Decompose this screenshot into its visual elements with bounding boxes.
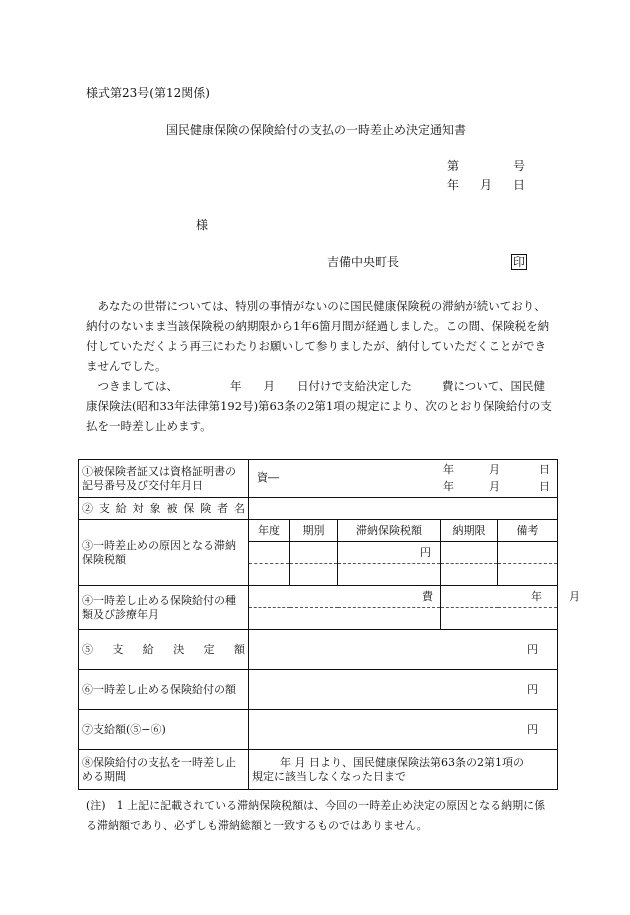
- footnote: [86, 796, 546, 836]
- shi-prefix: 資―: [257, 471, 279, 484]
- sender-name: 吉備中央町長: [327, 255, 400, 269]
- benefit-type-cell[interactable]: [249, 586, 441, 608]
- row-decided-amount: [79, 630, 558, 670]
- yen-unit: 円: [527, 682, 538, 696]
- suspension-period-cell[interactable]: [249, 750, 558, 790]
- suspension-period-line-2: 規定に該当しなくなった日まで: [252, 769, 406, 783]
- treatment-month-cell-2[interactable]: [441, 608, 558, 630]
- document-title: 国民健康保険の保険給付の支払の一時差止め決定通知書: [166, 123, 467, 137]
- arrears-remarks-cell[interactable]: [498, 542, 558, 564]
- footnote-prefix: (注) 1: [86, 799, 124, 812]
- issue-month-2: 月: [489, 480, 500, 493]
- benefit-type-cell-2[interactable]: [249, 608, 441, 630]
- issue-day-2: 日: [539, 480, 550, 493]
- label-arrears: ③一時差止めの原因となる滞納保険税額: [79, 520, 249, 586]
- doc-no-go: 号: [513, 159, 526, 173]
- col-header-fiscal-year: 年度: [249, 520, 290, 542]
- row-payment-amount: [79, 710, 558, 750]
- treatment-month: 月: [569, 590, 580, 603]
- date-year: 年: [447, 178, 460, 192]
- row-suspended-amount: [79, 670, 558, 710]
- value-insurance-card[interactable]: [249, 460, 558, 498]
- body-p2-lead: つきましては、: [97, 379, 178, 393]
- label-insurance-card: ①被保険者証又は資格証明書の記号番号及び交付年月日: [79, 460, 249, 498]
- seal-mark: 印: [513, 255, 526, 269]
- form-id: 様式第23号(第12関係): [86, 86, 210, 100]
- row-benefit-type-1: [79, 586, 558, 608]
- body-p2-rest: 費について、国民健康保険法(昭和33年法律第192号)第63条の2第1項の規定により、次のとおり保険給付の支払を一時差し止めます。: [86, 379, 552, 433]
- payment-amount-cell[interactable]: [249, 710, 558, 750]
- arrears-period-cell[interactable]: [290, 542, 338, 564]
- hi-unit: 費: [422, 589, 433, 603]
- issue-year-1: 年: [443, 463, 454, 476]
- arrears-period-cell-2[interactable]: [290, 564, 338, 586]
- treatment-month-cell[interactable]: [441, 586, 580, 608]
- row-insurance-card: [79, 460, 558, 498]
- row-suspension-period: [79, 750, 558, 790]
- issue-month-1: 月: [489, 463, 500, 476]
- date-day: 日: [513, 178, 526, 192]
- doc-no-dai: 第: [447, 159, 460, 173]
- label-suspension-period: ⑧保険給付の支払を一時差し止める期間: [79, 750, 249, 790]
- arrears-year-cell-2[interactable]: [249, 564, 290, 586]
- label-payment-amount: ⑦支給額(⑤−⑥): [79, 710, 249, 750]
- row-insured-name: [79, 498, 558, 520]
- col-header-period: 期別: [290, 520, 338, 542]
- col-header-due-date: 納期限: [441, 520, 498, 542]
- suspension-period-line-1: 年 月 日より、国民健康保険法第63条の2第1項の: [280, 755, 524, 769]
- yen-unit: 円: [527, 642, 538, 656]
- col-header-remarks: 備考: [498, 520, 558, 542]
- body-p2-year: 年: [230, 379, 242, 393]
- label-insured-name: ②支給対象被保険者名: [79, 498, 249, 520]
- body-paragraph-1: あなたの世帯については、特別の事情がないのに国民健康保険税の滞納が続いており、納付のないまま当該保険税の納期限から1年6箇月間が経過しました。この間、保険税を納付していただくよう再三にわたりお願いして参りましたが、納付していただくことができませんでした。: [86, 299, 550, 373]
- label-decided-amount: ⑤支給決定額: [79, 630, 249, 670]
- row-arrears-header: [79, 520, 558, 542]
- issue-year-2: 年: [443, 480, 454, 493]
- addressee-suffix: 様: [196, 218, 209, 232]
- decided-amount-cell[interactable]: [249, 630, 558, 670]
- value-insured-name[interactable]: [249, 498, 558, 520]
- arrears-remarks-cell-2[interactable]: [498, 564, 558, 586]
- arrears-amount-cell[interactable]: [338, 542, 441, 564]
- label-benefit-type: ④一時差し止める保険給付の種類及び診療年月: [79, 586, 249, 630]
- label-suspended-amount: ⑥一時差し止める保険給付の額: [79, 670, 249, 710]
- arrears-amount-cell-2[interactable]: [338, 564, 441, 586]
- body-p2-day-text: 日付けで支給決定した: [297, 379, 412, 393]
- arrears-year-cell[interactable]: [249, 542, 290, 564]
- body-paragraph-2: [86, 376, 556, 436]
- yen-unit: 円: [420, 545, 431, 559]
- suspended-amount-cell[interactable]: [249, 670, 558, 710]
- body-text: [86, 296, 556, 436]
- arrears-due-cell[interactable]: [441, 542, 498, 564]
- arrears-due-cell-2[interactable]: [441, 564, 498, 586]
- body-p2-month: 月: [263, 379, 275, 393]
- issue-day-1: 日: [539, 463, 550, 476]
- treatment-year: 年: [531, 590, 542, 603]
- date-month: 月: [480, 178, 493, 192]
- footnote-text: 上記に記載されている滞納保険税額は、今回の一時差止め決定の原因となる納期に係る滞納額であり、必ずしも滞納総額と一致するものではありません。: [86, 799, 546, 832]
- yen-unit: 円: [527, 722, 538, 736]
- details-table: [78, 459, 580, 790]
- col-header-arrears-amount: 滞納保険税額: [338, 520, 441, 542]
